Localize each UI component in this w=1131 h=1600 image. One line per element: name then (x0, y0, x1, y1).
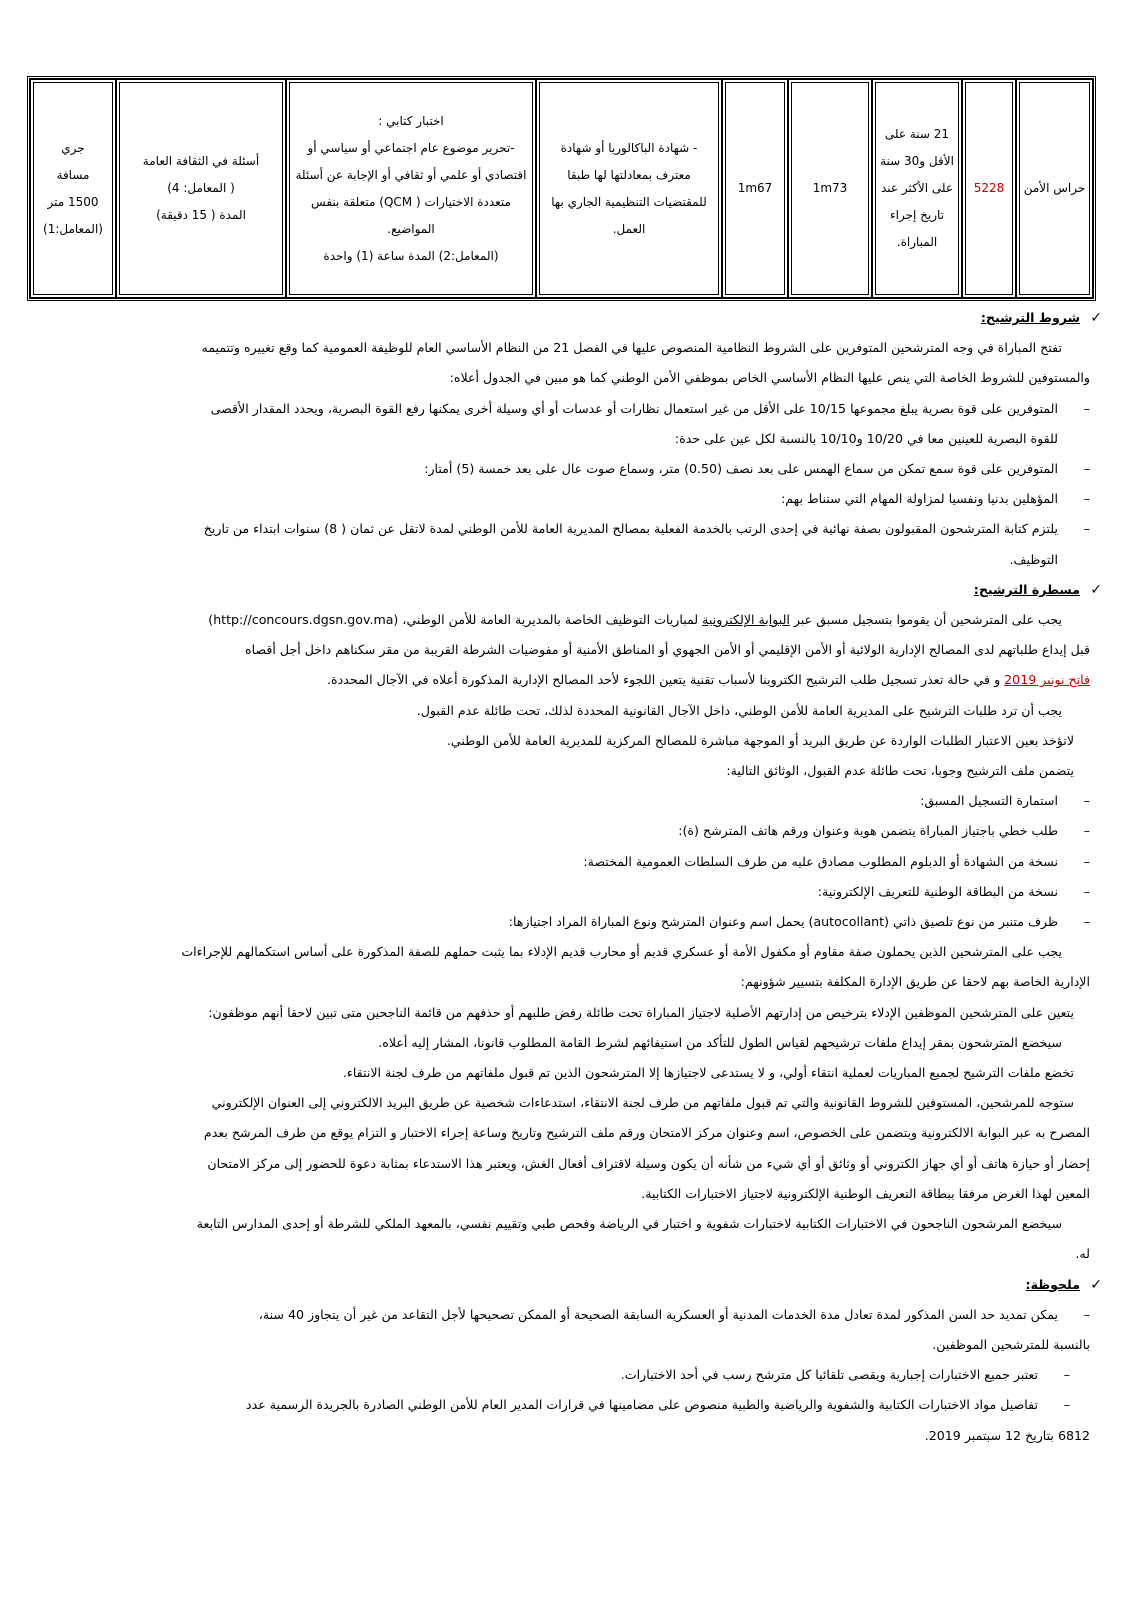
list-item-cont: بالنسبة للمترشحين الموظفين. (932, 1336, 1090, 1352)
age-cell: 21 سنة على الأقل و30 سنة على الأكثر عند تاريخ إجراء المباراة. (872, 79, 962, 298)
procedure-paragraph: ستوجه للمرشحين، المستوفين للشروط القانونية والتي تم قبول ملفاتهم من طرف لجنة الانتقاء، استدعاءات شخصية عن طريق البريد الالكتروني إلى العنوان الإلكتروني (211, 1095, 1074, 1111)
procedure-paragraph: قبل إيداع طلباتهم لدى المصالح الإدارية الولائية أو الأمن الإقليمي أو الأمن الجهوي أو المناطق الأمنية أو مفوضيات الشرطة القريبة من مقر سكناهم داخل أجل أقصاه (245, 642, 1090, 658)
list-item: – نسخة من البطاقة الوطنية للتعريف الإلكترونية: (817, 883, 1090, 899)
notes-heading: ✓ ملحوظة: (70, 1270, 1102, 1300)
procedure-paragraph: إحضار أو حيازة هاتف أو أي جهاز الكتروني أو وثائق أو أي شيء من شأنه أن يكون وسيلة لاقتراف أفعال الغش، ويعتبر هذا الاستدعاء بمثابة دعوة للحضور إلى مركز الامتحان (207, 1155, 1090, 1171)
list-item-cont: 6812 بتاريخ 12 سبتمبر 2019. (924, 1427, 1090, 1443)
procedure-paragraph: يجب على المترشحين أن يقوموا بتسجيل مسبق عبر البوابة الإلكترونية لمباريات التوظيف الخاصة بالمديرية العامة للأمن الوطني، (http://concours.dgsn.gov.ma) (208, 612, 1062, 628)
list-item-cont: التوظيف. (1009, 551, 1058, 567)
procedure-paragraph: لاتؤخذ بعين الاعتبار الطلبات الواردة عن طريق البريد أو الموجهة مباشرة للمصالح المركزية للمديرية العامة للأمن الوطني. (446, 732, 1074, 748)
table-row (30, 79, 1093, 298)
list-item: – استمارة التسجيل المسبق: (920, 793, 1090, 809)
check-icon: ✓ (1090, 581, 1102, 598)
procedure-paragraph: تخضع ملفات الترشيح لجميع المباريات لعملية انتقاء أولي، و لا يستدعى لاجتيازها إلا المترشحون الذين تم قبول ملفاتهم من طرف لجنة الانتقاء. (342, 1065, 1074, 1081)
list-item: – ظرف متنبر من نوع تلصيق ذاتي (autocollant) يحمل اسم وعنوان المترشح ونوع المباراة المراد اجتيازها: (508, 914, 1090, 930)
sport-cell: جري مسافة 1500 متر (المعامل:1) (30, 79, 116, 298)
list-item: – المؤهلين بدنيا ونفسيا لمزاولة المهام التي ستناط بهم: (781, 491, 1090, 507)
procedure-paragraph: الإدارية الخاصة بهم لاحقا عن طريق الإدارة المكلفة بتسيير شؤونهم: (740, 974, 1090, 990)
procedure-paragraph: يجب على المترشحين الذين يحملون صفة مقاوم أو مكفول الأمة أو عسكري قديم أو محارب قديم الإدلاء بما يثبت حملهم للصفة المذكورة على أساس استكمالهم للإجراءات (181, 944, 1062, 960)
document-body (70, 303, 1102, 1451)
procedure-paragraph: يتضمن ملف الترشيح وجوبا، تحت طائلة عدم القبول، الوثائق التالية: (726, 763, 1074, 779)
check-icon: ✓ (1090, 310, 1102, 326)
written-exam-cell: اختبار كتابي : -تحرير موضوع عام اجتماعي أو سياسي أو اقتصادي أو علمي أو ثقافي أو الإجابة عن أسئلة متعددة الاختيارات ( QCM) متعلقة بنفس المواضيع. (المعامل:2) المدة ساعة (1) واحدة (286, 79, 536, 298)
deadline-date: فاتح نونبر 2019 (1004, 672, 1090, 688)
list-item: – يلتزم كتابة المترشحون المقبولون بصفة نهائية في إحدى الرتب بالخدمة الفعلية بمصالح المديرية العامة للأمن الوطني لمدة لاتقل عن ثمان ( 8) سنوات ابتداء من تاريخ (203, 521, 1090, 537)
diploma-cell: - شهادة الباكالوريا أو شهادة معترف بمعادلتها لها طبقا للمقتضيات التنظيمية الجاري بها العمل. (536, 79, 722, 298)
procedure-paragraph: المعين لهذا الغرض مرفقا ببطاقة التعريف الوطنية الإلكترونية لاجتياز الاختبارات الكتابية. (641, 1185, 1090, 1201)
conditions-heading: ✓ شروط الترشيح: (70, 303, 1102, 333)
check-icon: ✓ (1090, 1276, 1102, 1293)
list-item: – تعتبر جميع الاختبارات إجبارية ويقصى تلقائيا كل مترشح رسب في أحد الاختبارات. (620, 1367, 1070, 1383)
procedure-paragraph: المصرح به عبر البوابة الالكترونية وبتضمن على الخصوص، اسم وعنوان مركز الامتحان ورقم ملف الترشيح وتاريخ وساعة إجراء الاختبار و التزام يوقع من طرف المرشح بعدم (203, 1125, 1090, 1141)
list-item: – المتوفرين على قوة بصرية يبلغ مجموعها 10/15 على الأقل من غير استعمال نظارات أو عدسات أو أي وسيلة أخرى يمكنها رفع القوة البصرية، ويحدد المقدار الأقصى (210, 400, 1090, 416)
portal-url[interactable]: (http://concours.dgsn.gov.ma) (208, 612, 399, 628)
procedure-heading: ✓ مسطرة الترشيح: (70, 575, 1102, 605)
list-item-cont: للقوة البصرية للعينين معا في 10/20 و10/10 بالنسبة لكل عين على حدة: (674, 430, 1058, 446)
procedure-paragraph: يتعين على المترشحين الموظفين الإدلاء بترخيص من إدارتهم الأصلية لاجتياز المباراة تحت طائلة رفض طلبهم أو حذفهم من قائمة الناجحين متى تبين لاحقا أنهم موظفون: (208, 1004, 1074, 1020)
list-item: – يمكن تمديد حد السن المذكور لمدة تعادل مدة الخدمات المدنية أو العسكرية السابقة الصحيحة أو الممكن تصحيحها لأجل التقاعد من غير أن يتجاوز 40 سنة، (258, 1306, 1090, 1322)
list-item: – تفاصيل مواد الاختبارات الكتابية والشفوية والرياضية والطبية منصوص على مضامينها في قرارات المدير العام للأمن الوطني الصادرة بالجريدة الرسمية عدد (246, 1397, 1070, 1413)
list-item: – نسخة من الشهادة أو الدبلوم المطلوب مصادق عليه من طرف السلطات العمومية المختصة: (583, 853, 1090, 869)
procedure-paragraph: سيخضع المترشحون بمقر إيداع ملفات ترشيحهم لقياس الطول للتأكد من استيفائهم لشرط القامة المطلوب قانونا، المشار إليه أعلاه. (378, 1034, 1062, 1050)
culture-cell: أسئلة في الثقافة العامة ( المعامل: 4) المدة ( 15 دقيقة) (116, 79, 286, 298)
height-male-cell: 1m73 (788, 79, 872, 298)
list-item: – طلب خطي باجتياز المباراة يتضمن هوية وعنوان ورقم هاتف المترشح (ة): (678, 823, 1090, 839)
list-item: – المتوفرين على قوة سمع تمكن من سماع الهمس على بعد نصف (0.50) متر، وسماع صوت عال على بعد خمسة (5) أمتار: (424, 461, 1090, 477)
procedure-paragraph: له. (1075, 1246, 1090, 1262)
procedure-paragraph: سيخضع المرشحون الناجحون في الاختبارات الكتابية لاختبارات شفوية و اختبار في الرياضة وفحص طبي وتقييم نفسي، بالمعهد الملكي للشرطة أو إحدى المدارس التابعة (196, 1216, 1062, 1232)
conditions-intro-2: والمستوفين للشروط الخاصة التي ينص عليها النظام الأساسي الخاص بموظفي الأمن الوطني كما هو مبين في الجدول أعلاه: (449, 370, 1090, 386)
portal-link[interactable]: البوابة الإلكترونية (702, 612, 790, 628)
procedure-paragraph: يجب أن ترد طلبات الترشيح على المديرية العامة للأمن الوطني، داخل الآجال القانونية المحددة لذلك، تحت طائلة عدم القبول. (416, 702, 1062, 718)
height-female-cell: 1m67 (722, 79, 788, 298)
procedure-paragraph: فاتح نونبر 2019 و في حالة تعذر تسجيل طلب الترشيح الكتروينا لأسباب تقنية يتعين اللجوء لأحد المصالح الإدارية المذكورة أعلاه في الآجال المحددة. (327, 672, 1090, 688)
count-cell: 5228 (962, 79, 1016, 298)
job-cell: حراس الأمن (1016, 79, 1093, 298)
conditions-intro: تفتح المباراة في وجه المترشحين المتوفرين على الشروط النظامية المنصوص عليها في الفصل 21 من النظام الأساسي العام للوظيفة العمومية كما وقع تغييره وتتميمه (201, 340, 1062, 356)
recruitment-table (33, 76, 1096, 301)
